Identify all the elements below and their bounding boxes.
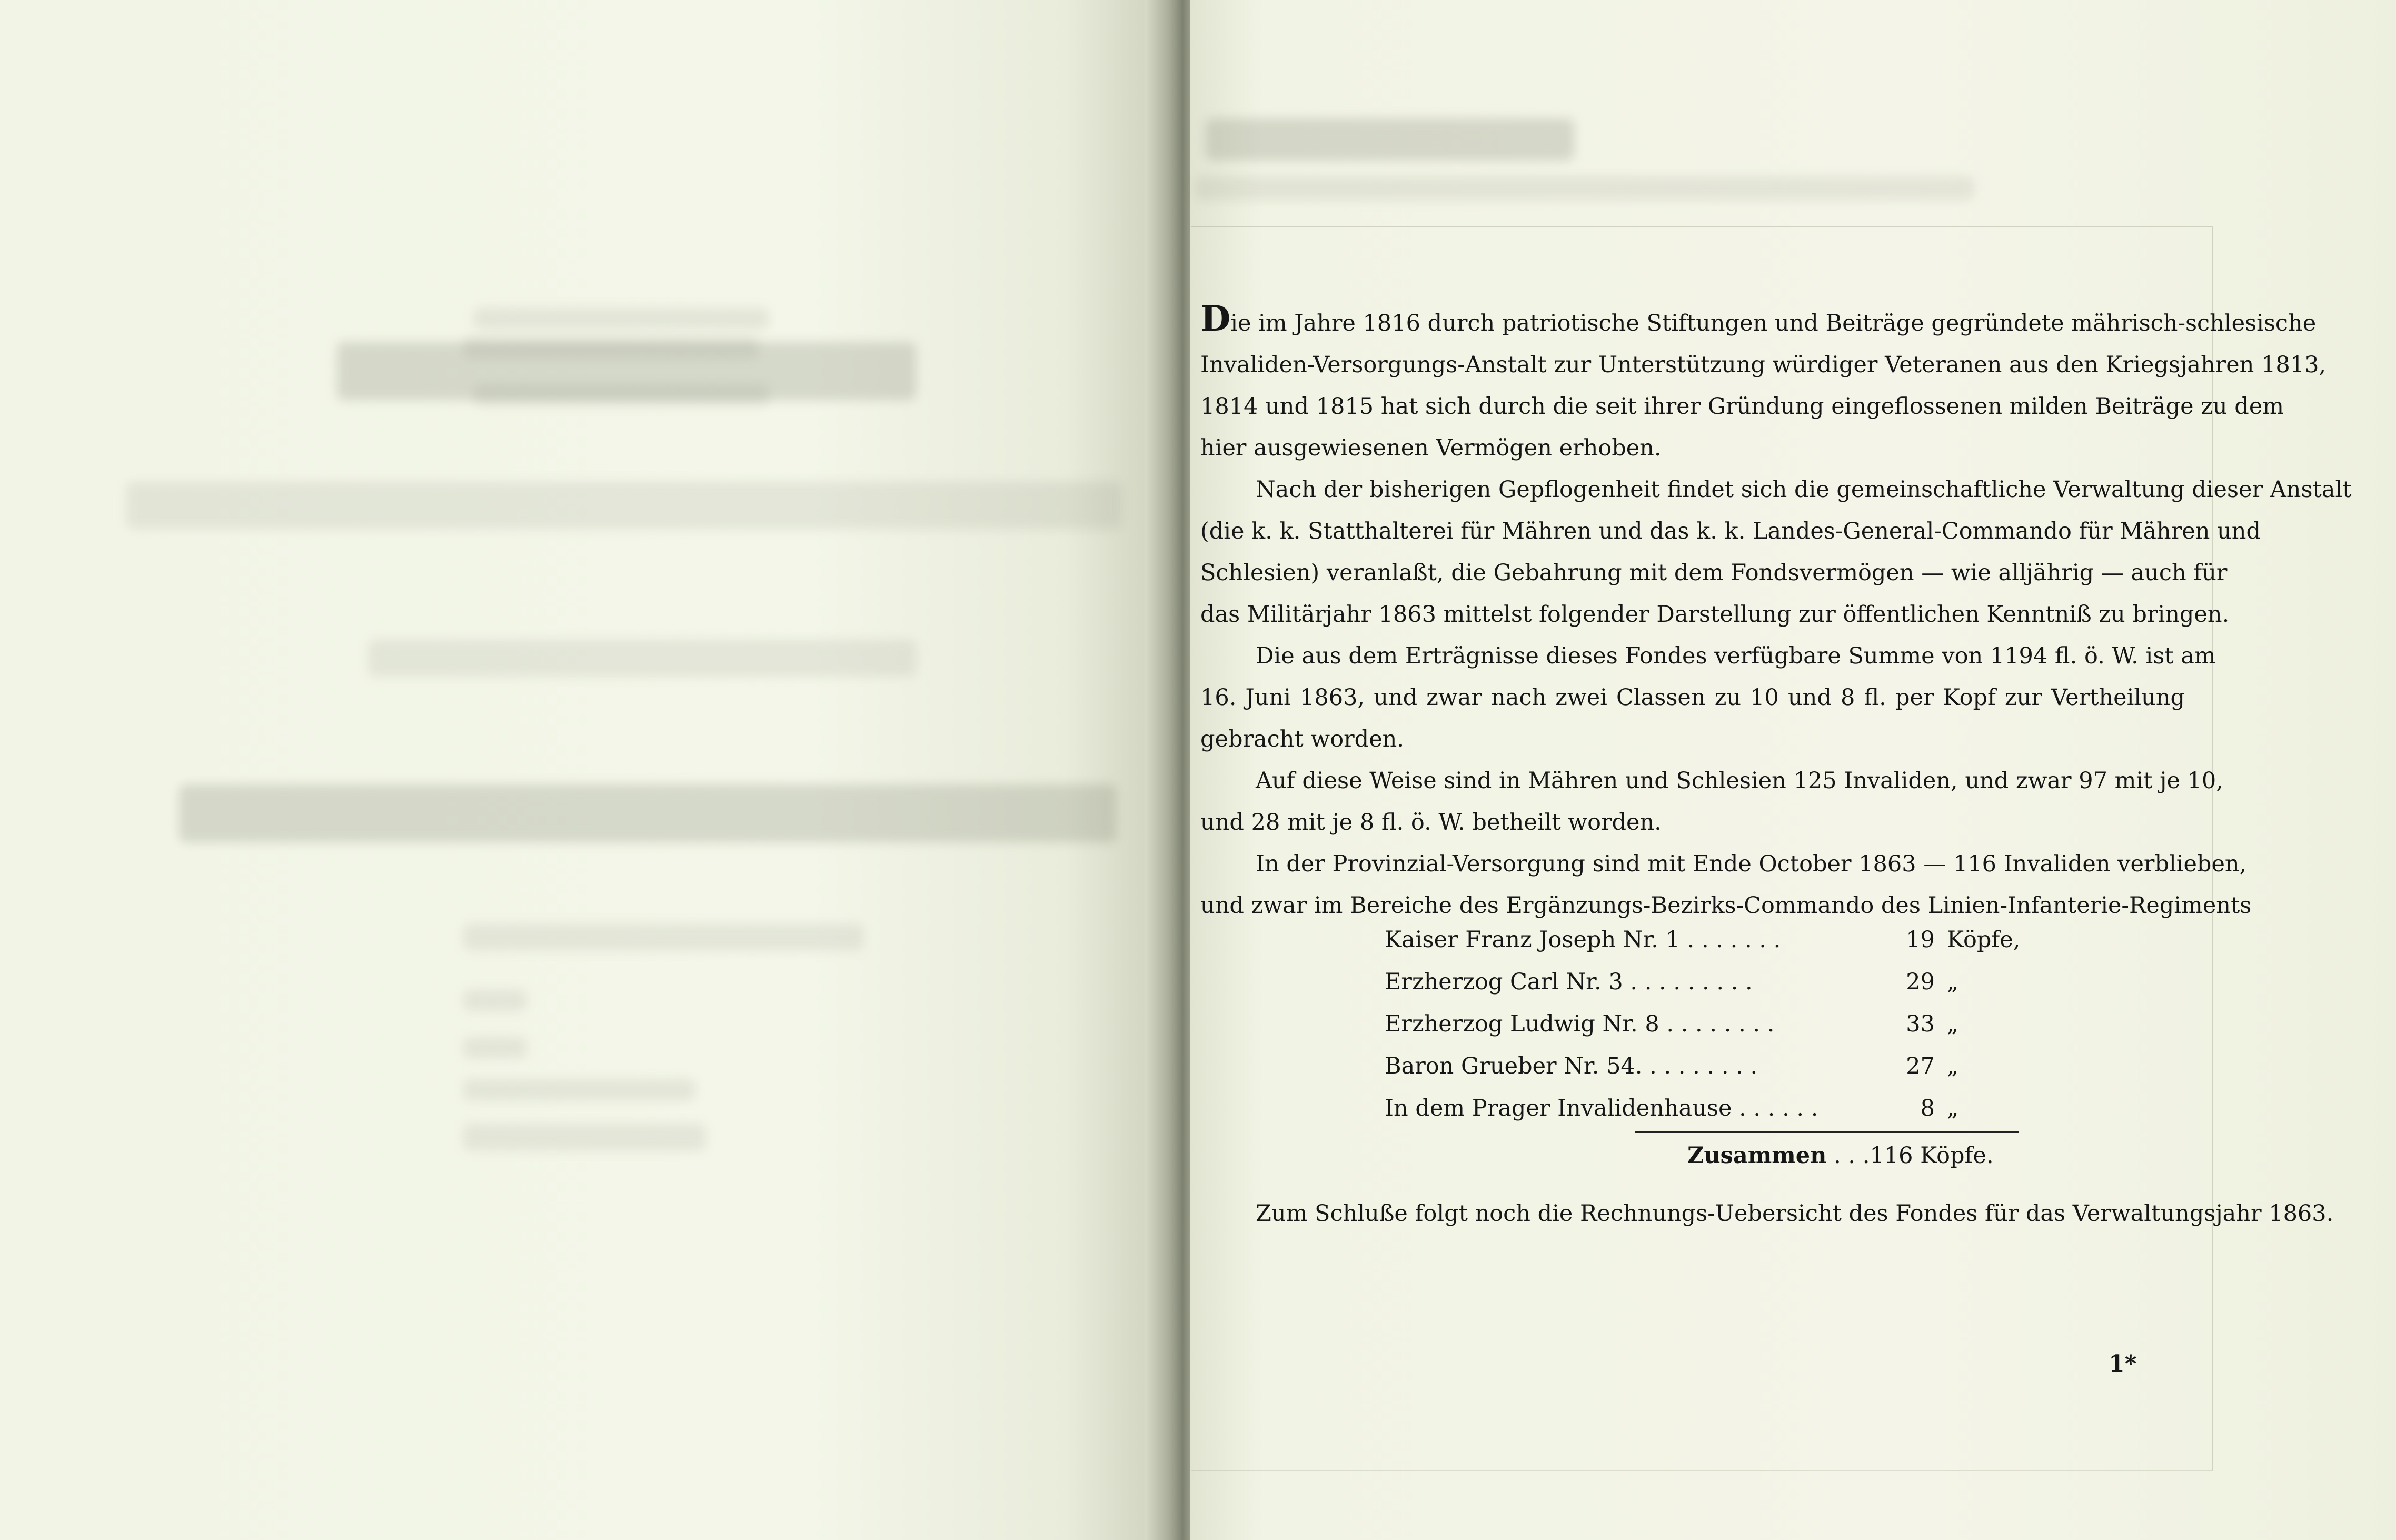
text-line: 16. Juni 1863, und zwar nach zwei Classen zu 10 und 8 fl. per Kopf zur Vertheilung <box>1200 684 2185 711</box>
text-line: Schlesien) veranlaßt, die Gebahrung mit dem Fondsvermögen — wie alljährig — auch für <box>1200 560 2228 586</box>
list-item <box>1385 1045 1990 1087</box>
bleed-through-line <box>463 1037 526 1058</box>
regiment-count: 29 <box>1906 969 1935 995</box>
bleed-through-line <box>463 924 863 950</box>
bleed-through-line <box>474 308 769 329</box>
bleed-through-line <box>463 1079 695 1100</box>
bleed-through-line <box>463 1124 705 1150</box>
sum-rule <box>1635 1131 2019 1133</box>
bleed-through-line <box>474 384 769 405</box>
text-line: und zwar im Bereiche des Ergänzungs-Bezirks-Commando des Linien-Infanterie-Regiments <box>1200 892 2252 919</box>
regiment-unit: Köpfe, <box>1947 927 2021 953</box>
regiment-name: Kaiser Franz Joseph Nr. 1 . . . . . . . <box>1385 927 1781 953</box>
text-line: Die aus dem Erträgnisse dieses Fondes verfügbare Summe von 1194 fl. ö. W. ist am <box>1256 643 2216 669</box>
regiment-count: 19 <box>1906 927 1935 953</box>
regiment-name: Erzherzog Ludwig Nr. 8 . . . . . . . . <box>1385 1011 1775 1037</box>
bleed-through-line <box>126 482 1121 529</box>
text-line: 1814 und 1815 hat sich durch die seit ihrer Gründung eingeflossenen milden Beiträge zu dem <box>1200 393 2284 420</box>
body-text <box>1200 298 2352 927</box>
bleed-through-line <box>369 640 916 677</box>
list-item <box>1385 1087 1990 1129</box>
text-line: Auf diese Weise sind in Mähren und Schlesien 125 Invaliden, und zwar 97 mit je 10, <box>1256 768 2223 794</box>
regiment-count: 33 <box>1906 1011 1935 1037</box>
regiment-unit: „ <box>1947 1095 1959 1121</box>
bleed-through-line <box>463 990 526 1011</box>
text-line: hier ausgewiesenen Vermögen erhoben. <box>1200 435 1662 461</box>
text-line: gebracht worden. <box>1200 726 1404 752</box>
text-line <box>1200 298 2317 344</box>
regiment-name: In dem Prager Invalidenhause . . . . . . <box>1385 1095 1818 1121</box>
regiment-unit: „ <box>1947 1011 1959 1037</box>
list-item <box>1385 1003 1990 1045</box>
closing-sentence: Zum Schluße folgt noch die Rechnungs-Uebersicht des Fondes für das Verwaltungsjahr 1863. <box>1256 1200 2334 1227</box>
bleed-through-line <box>463 337 758 358</box>
list-item <box>1385 961 1990 1003</box>
text-line: das Militärjahr 1863 mittelst folgender Darstellung zur öffentlichen Kenntniß zu bringen. <box>1200 601 2230 628</box>
list-item <box>1385 919 2021 961</box>
regiment-list <box>1385 919 2021 1129</box>
total-value: . . .116 Köpfe. <box>1834 1142 1994 1169</box>
bleed-through-heading <box>1206 118 1574 161</box>
text-line-content: ie im Jahre 1816 durch patriotische Stiftungen und Beiträge gegründete mährisch-schlesische <box>1230 310 2317 336</box>
regiment-count: 27 <box>1906 1053 1935 1079</box>
text-line: Nach der bisherigen Gepflogenheit findet sich die gemeinschaftliche Verwaltung dieser Anstalt <box>1256 476 2352 503</box>
text-line: Invaliden-Versorgungs-Anstalt zur Unterstützung würdiger Veteranen aus den Kriegsjahren 1813, <box>1200 352 2327 378</box>
left-page <box>0 0 1158 1540</box>
page-folio: 1* <box>2109 1350 2137 1377</box>
drop-cap: D <box>1200 298 1231 339</box>
total-label: Zusammen <box>1687 1142 1827 1169</box>
regiment-unit: „ <box>1947 1053 1959 1079</box>
text-line: In der Provinzial-Versorgung sind mit Ende October 1863 — 116 Invaliden verblieben, <box>1256 851 2247 877</box>
regiment-name: Baron Grueber Nr. 54. . . . . . . . . <box>1385 1053 1758 1079</box>
text-line: und 28 mit je 8 fl. ö. W. betheilt worden. <box>1200 809 1662 836</box>
regiment-unit: „ <box>1947 969 1959 995</box>
bleed-through-line <box>1195 176 1974 200</box>
regiment-count: 8 <box>1920 1095 1935 1121</box>
text-line: (die k. k. Statthalterei für Mähren und das k. k. Landes-General-Commando für Mähren und <box>1200 518 2261 544</box>
regiment-name: Erzherzog Carl Nr. 3 . . . . . . . . . <box>1385 969 1753 995</box>
total-row <box>1687 1135 1994 1177</box>
bleed-through-heading <box>179 784 1116 842</box>
